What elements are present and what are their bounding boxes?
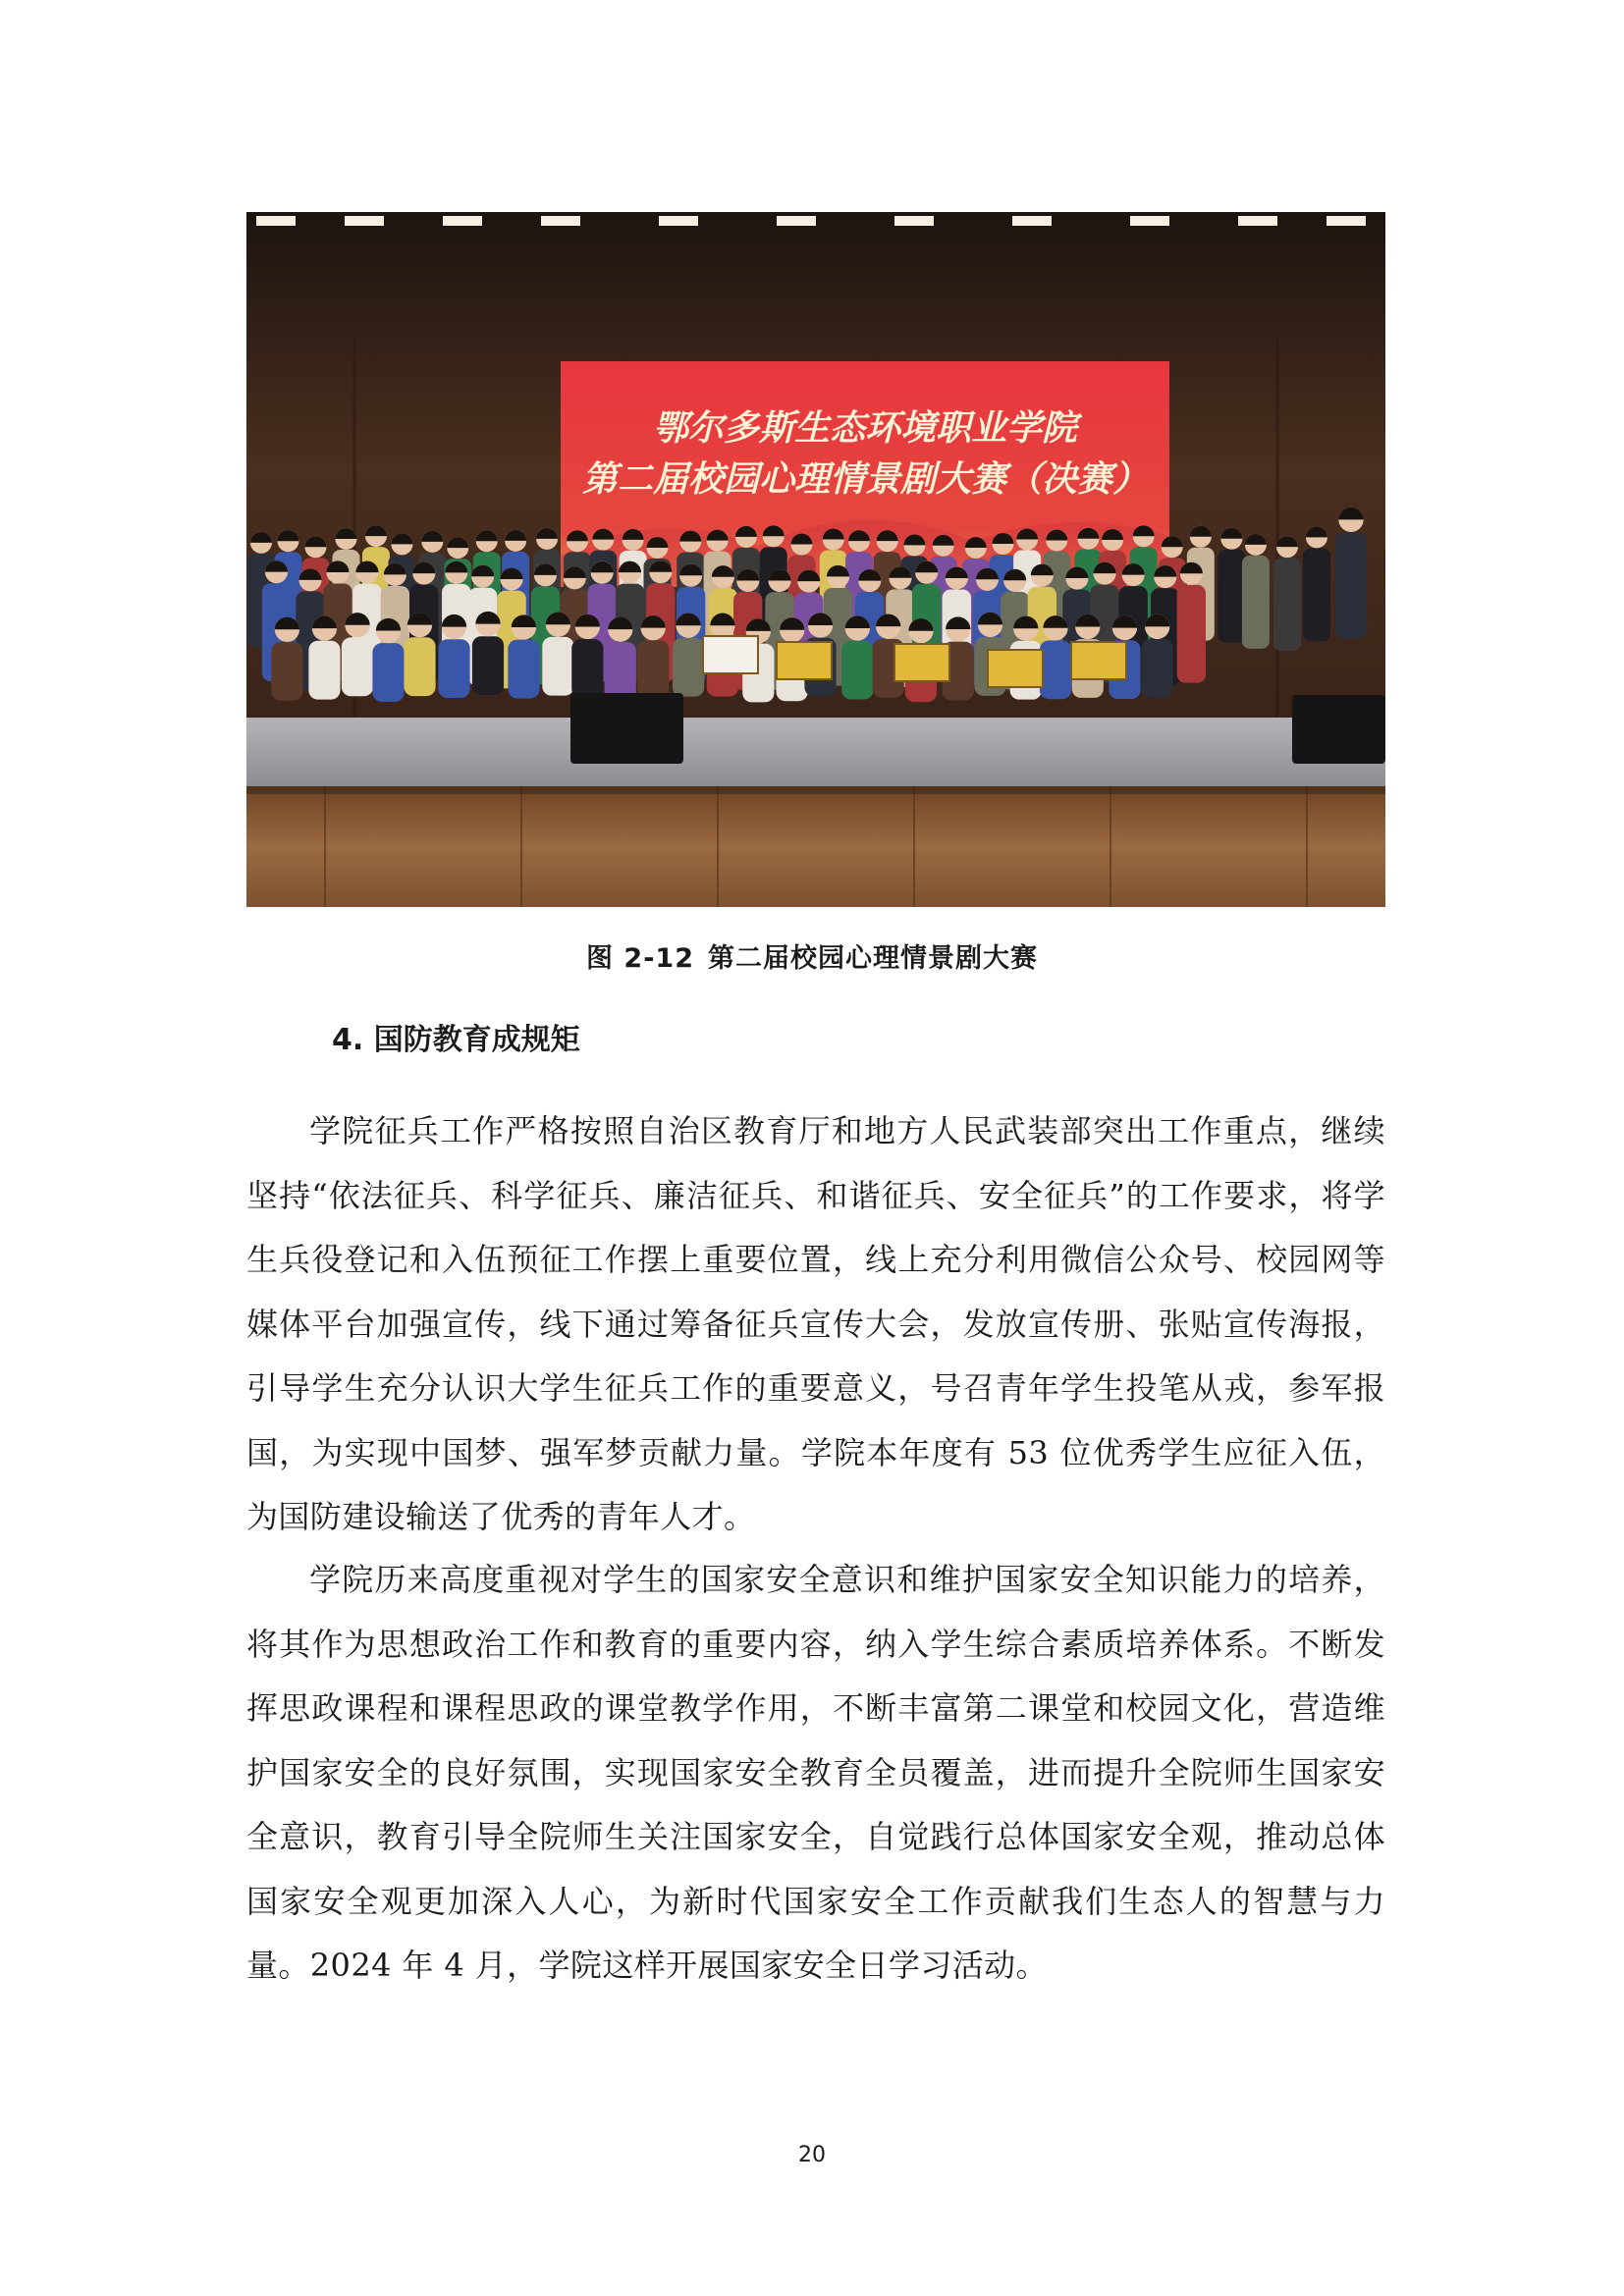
stage-front bbox=[246, 786, 1385, 907]
banner-line-2: 第二届校园心理情景剧大赛（决赛） bbox=[581, 458, 1149, 500]
page-number: 20 bbox=[798, 2143, 826, 2167]
banner-line-1: 鄂尔多斯生态环境职业学院 bbox=[652, 407, 1078, 449]
stage-speaker-right bbox=[1292, 695, 1385, 764]
event-photo bbox=[246, 212, 1385, 907]
paragraph-national-security: 学院历来高度重视对学生的国家安全意识和维护国家安全知识能力的培养，将其作为思想政治工作和教育的重要内容，纳入学生综合素质培养体系。不断发挥思政课程和课程思政的课堂教学作用，不断丰富第二课堂和校园文化，营造维护国家安全的良好氛围，实现国家安全教育全员覆盖，进而提升全院师生国家安全意识，教育引导全院师生关注国家安全，自觉践行总体国家安全观，推动总体国家安全观更加深入人心，为新时代国家安全工作贡献我们生态人的智慧与力量。2024 年 4 月，学院这样开展国家安全日学习活动。 bbox=[246, 1561, 1385, 1984]
figure-caption bbox=[0, 936, 1624, 975]
figure-number: 图 2-12 bbox=[586, 943, 694, 974]
figure-title: 第二届校园心理情景剧大赛 bbox=[707, 943, 1038, 974]
stage-speaker-left bbox=[570, 693, 683, 764]
stage-scene bbox=[246, 212, 1385, 907]
stage-floor bbox=[246, 718, 1385, 786]
section-heading: 4. 国防教育成规矩 bbox=[332, 1023, 580, 1057]
paragraph-conscription: 学院征兵工作严格按照自治区教育厅和地方人民武装部突出工作重点，继续坚持“依法征兵、科学征兵、廉洁征兵、和谐征兵、安全征兵”的工作要求，将学生兵役登记和入伍预征工作摆上重要位置，线上充分利用微信公众号、校园网等媒体平台加强宣传，线下通过筹备征兵宣传大会，发放宣传册、张贴宣传海报，引导学生充分认识大学生征兵工作的重要意义，号召青年学生投笔从戎，参军报国，为实现中国梦、强军梦贡献力量。学院本年度有 53 位优秀学生应征入伍，为国防建设输送了优秀的青年人才。 bbox=[246, 1112, 1385, 1535]
